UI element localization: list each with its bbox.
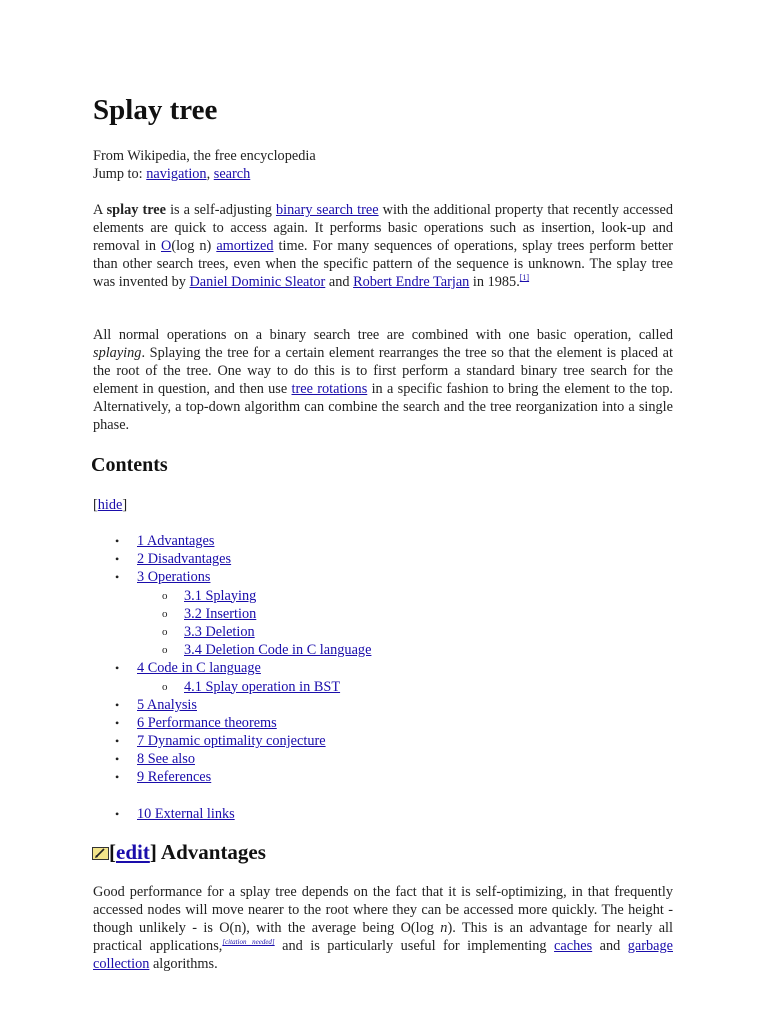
toc-spacer [93,787,593,805]
jump-prefix: Jump to: [93,166,147,182]
toc-bullet: o [162,607,168,620]
bracket-open: [ [93,497,98,513]
advantages-title: Advantages [156,840,266,864]
toc-link[interactable]: 3 Operations [137,569,211,586]
para-text: algorithms. [149,956,218,972]
jump-to [93,165,250,183]
toc-bullet: o [162,589,168,602]
tree-rotations-link[interactable]: tree rotations [291,381,368,397]
toc-bullet: o [162,625,168,638]
jump-separator: , [206,166,214,182]
toc-item [93,550,593,568]
sleator-link[interactable]: Daniel Dominic Sleator [189,274,326,290]
toc-item [93,768,593,786]
garbage-collection-link[interactable]: garbage collection [93,938,673,972]
variable-n: n [440,920,448,936]
edit-pencil-icon [92,842,109,857]
toc-bullet: • [115,734,120,749]
intro-text: is a self-adjusting [166,202,276,218]
toc-item [93,696,593,714]
toc-item [93,532,593,550]
para-text: and [592,938,628,954]
toc-item [93,605,593,623]
splaying-term: splaying [93,345,142,361]
bracket-close: ] [122,497,128,513]
toc-link[interactable]: 6 Performance theorems [137,714,277,731]
toc-bullet: • [115,661,120,676]
toc-link[interactable]: 3.4 Deletion Code in C language [184,642,372,659]
splaying-paragraph [93,326,673,434]
toc-link[interactable]: 3.1 Splaying [184,587,257,604]
toc-item [93,568,593,586]
toc-bullet: o [162,680,168,693]
from-wikipedia: From Wikipedia, the free encyclopedia [93,148,316,164]
para-text: ). This is an advantage for nearly all practical applications, [93,920,673,954]
toc-item [93,587,593,605]
intro-text: and [325,274,354,290]
amortized-link[interactable]: amortized [216,238,274,254]
toc-link[interactable]: 8 See also [137,751,195,768]
page-title: Splay tree [93,94,218,126]
para-text: All normal operations on a binary search tree are combined with one basic operation, called [93,327,673,343]
toc-link[interactable]: 5 Analysis [137,696,197,713]
toc-link[interactable]: 7 Dynamic optimality conjecture [137,733,326,750]
para-text: and is particularly useful for implementing [274,938,555,954]
toc-item [93,805,593,823]
intro-paragraph [93,201,673,291]
advantages-paragraph [93,883,673,973]
search-link[interactable]: search [213,166,251,182]
intro-text: A [93,202,107,218]
advantages-heading [92,840,266,865]
intro-bold-term: splay tree [106,202,166,218]
toc-item [93,623,593,641]
intro-text: (log n) [171,238,217,254]
toc-link[interactable]: 1 Advantages [137,533,215,549]
toc-bullet: • [115,715,120,730]
toc-item [93,750,593,768]
toc-item [93,641,593,659]
caches-link[interactable]: caches [554,938,593,954]
toc-item [93,678,593,696]
big-o-link[interactable]: O [161,238,172,254]
toc-list [93,532,593,823]
hide-toc-link[interactable]: hide [97,497,123,513]
reference-1-link[interactable]: [1] [519,273,530,283]
contents-heading: Contents [91,454,168,476]
navigation-link[interactable]: navigation [146,166,207,182]
citation-needed-link[interactable]: [citation needed] [222,938,275,947]
toc-item [93,732,593,750]
toc-bullet: • [115,552,120,567]
para-text: . Splaying the tree for a certain element rearranges the tree so that the element is placed at the root of the tree. One way to do this is to first perform a standard binary tree search for the element in question, and then use [93,345,673,397]
toc-link[interactable]: 3.2 Insertion [184,605,257,622]
toc-bullet: • [115,697,120,712]
toc-item [93,714,593,732]
toc-bullet: • [115,534,120,548]
toc-link[interactable]: 10 External links [137,805,235,822]
toc-bullet: • [115,752,120,767]
tarjan-link[interactable]: Robert Endre Tarjan [353,274,470,290]
toc-link[interactable]: 9 References [137,769,212,786]
toc-link[interactable]: 4.1 Splay operation in BST [184,678,341,695]
toc-item [93,659,593,677]
bracket-open: [ [109,840,116,864]
intro-text: in 1985. [469,274,520,290]
toc-toggle [93,496,127,514]
toc-bullet: o [162,644,168,657]
toc-link[interactable]: 4 Code in C language [137,660,261,677]
edit-advantages-link[interactable]: edit [116,840,150,864]
binary-search-tree-link[interactable]: binary search tree [275,202,379,218]
para-text: Good performance for a splay tree depends on the fact that it is self-optimizing, in that frequently accessed nodes will move nearer to the root where they can be accessed more quickly. The height - though unlikely - is O(n), with the average being O(log [93,884,673,936]
toc-link[interactable]: 2 Disadvantages [137,551,232,568]
toc-bullet: • [115,770,120,785]
toc-link[interactable]: 3.3 Deletion [184,623,255,640]
toc-bullet: • [115,806,120,821]
para-text: in a specific fashion to bring the element to the top. Alternatively, a top-down algorithm can combine the search and the tree reorganization into a single phase. [93,381,673,433]
intro-text: time. For many sequences of operations, splay trees perform better than other search trees, even when the specific pattern of the sequence is unknown. The splay tree was invented by [93,238,673,290]
bracket-close: ] [149,840,157,864]
intro-text: with the additional property that recently accessed elements are quick to access again. It performs basic operations such as insertion, look-up and removal in [93,202,673,254]
toc-bullet: • [115,570,120,585]
